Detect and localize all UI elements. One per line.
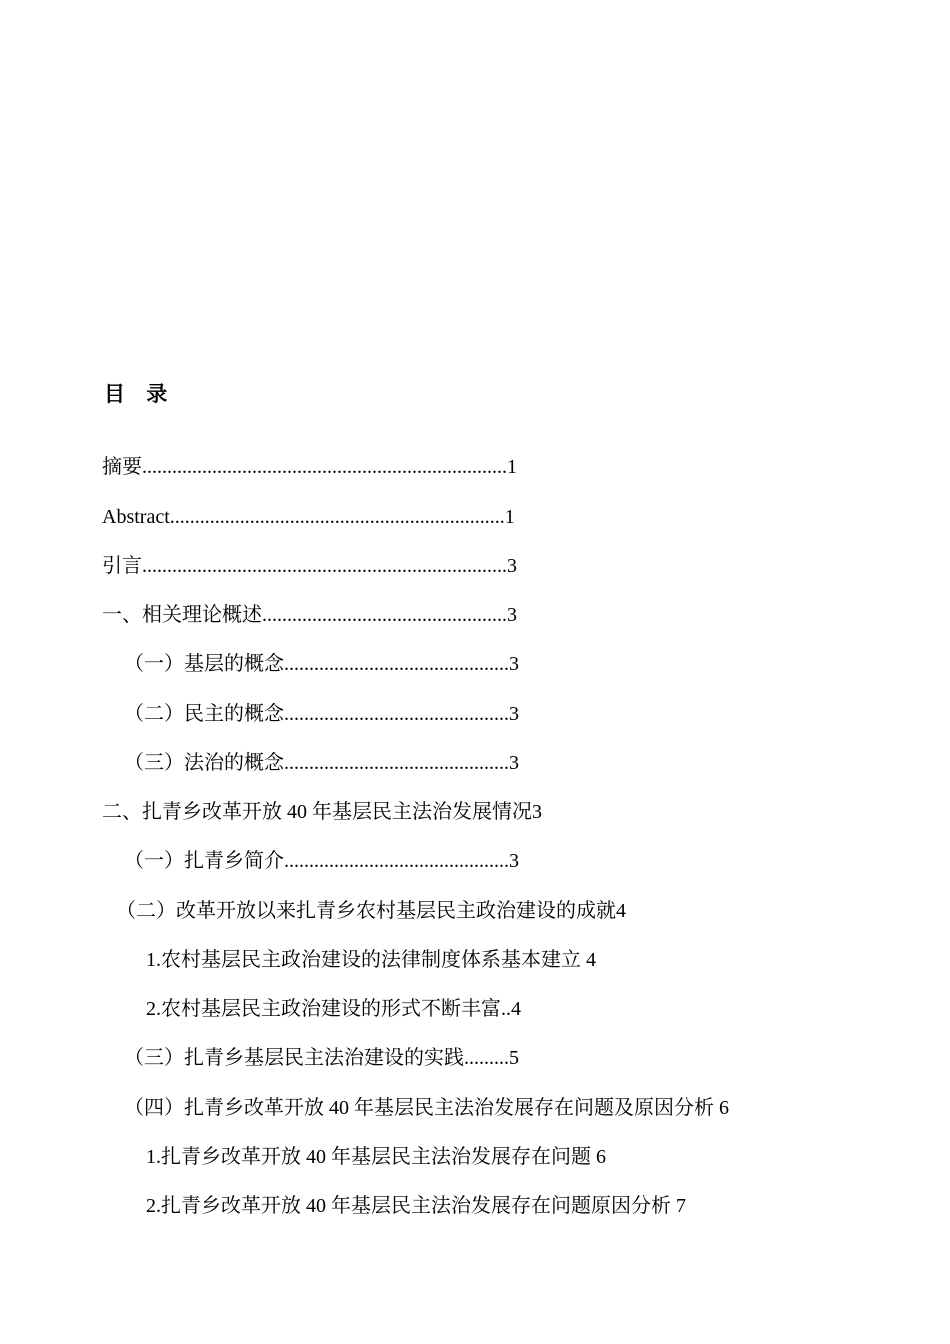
toc-title: 目 录 <box>104 382 176 406</box>
toc-entry-2-2: （二）改革开放以来扎青乡农村基层民主政治建设的成就4 <box>116 900 626 922</box>
toc-entry-chapter-1: 一、相关理论概述.................................................3 <box>102 604 517 626</box>
toc-entry-1-2: （二）民主的概念.............................................3 <box>124 703 519 725</box>
toc-entry-1-1: （一）基层的概念.............................................3 <box>124 653 519 675</box>
toc-entry-chapter-2: 二、扎青乡改革开放 40 年基层民主法治发展情况3 <box>102 801 542 823</box>
toc-entry-abstract-cn: 摘要.........................................................................1 <box>102 456 517 478</box>
toc-entry-1-3: （三）法治的概念.............................................3 <box>124 752 519 774</box>
toc-entry-abstract-en: Abstract...................................................................1 <box>102 506 515 528</box>
toc-entry-2-4-2: 2.扎青乡改革开放 40 年基层民主法治发展存在问题原因分析 7 <box>146 1195 686 1217</box>
toc-entry-2-4-1: 1.扎青乡改革开放 40 年基层民主法治发展存在问题 6 <box>146 1146 606 1168</box>
toc-entry-2-1: （一）扎青乡简介.............................................3 <box>124 850 519 872</box>
toc-entry-2-4: （四）扎青乡改革开放 40 年基层民主法治发展存在问题及原因分析 6 <box>124 1097 729 1119</box>
toc-entry-2-3: （三）扎青乡基层民主法治建设的实践.........5 <box>124 1047 519 1069</box>
toc-entry-2-2-2: 2.农村基层民主政治建设的形式不断丰富..4 <box>146 998 521 1020</box>
toc-entry-2-2-1: 1.农村基层民主政治建设的法律制度体系基本建立 4 <box>146 949 596 971</box>
toc-entry-introduction: 引言.........................................................................3 <box>102 555 517 577</box>
